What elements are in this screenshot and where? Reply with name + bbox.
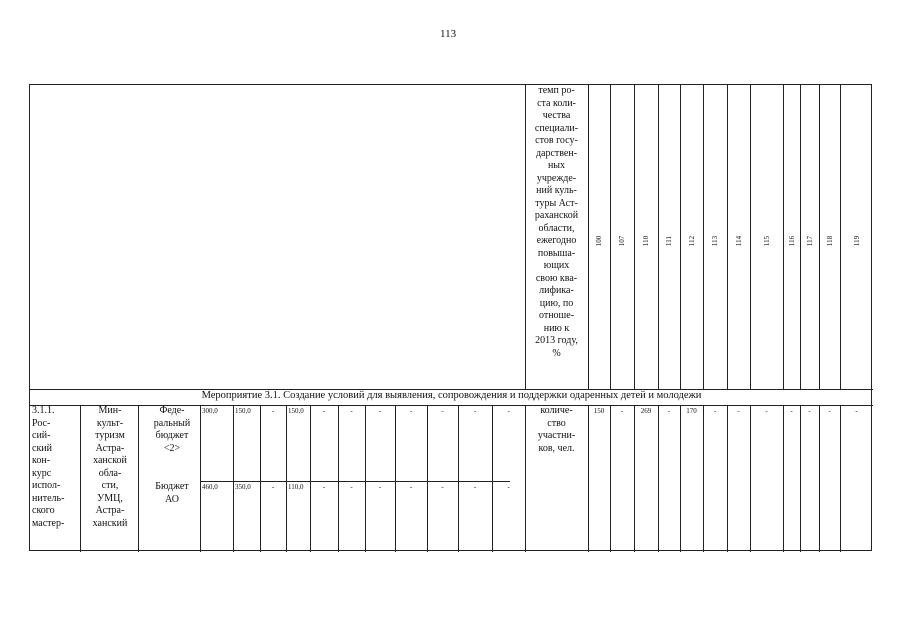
table-line xyxy=(610,85,611,389)
federal-budget-value: - xyxy=(322,407,326,415)
table-line xyxy=(588,405,589,552)
regional-budget-value: - xyxy=(473,483,477,491)
table-line xyxy=(750,405,751,552)
table-line xyxy=(610,405,611,552)
table-line xyxy=(800,85,801,389)
regional-budget-value: - xyxy=(322,483,326,491)
table-line xyxy=(800,405,801,552)
table-line xyxy=(30,389,873,390)
regional-budget-value: - xyxy=(409,483,413,491)
table-line xyxy=(395,405,396,552)
indicator-row-value: 269 xyxy=(640,407,652,415)
row-indicator: количе- ство участни- ков, чел. xyxy=(537,405,576,454)
table-line xyxy=(80,405,81,552)
page-number: 113 xyxy=(440,28,457,40)
indicator-value: 113 xyxy=(711,235,719,247)
table-line xyxy=(30,405,873,406)
indicator-value: 100 xyxy=(595,235,603,247)
row-executor: Мин- культ- туризм Астра- ханской обла- сти, УМЦ, Астра- ханский xyxy=(92,405,128,529)
table-line xyxy=(286,405,287,552)
regional-budget-value: - xyxy=(271,483,275,491)
indicator-value: 110 xyxy=(642,235,650,247)
indicator-row-value: - xyxy=(737,407,740,415)
table-line xyxy=(138,405,139,552)
regional-budget-value: - xyxy=(507,483,510,491)
row-source-regional: Бюджет АО xyxy=(155,481,189,505)
table-line xyxy=(634,85,635,389)
table-line xyxy=(200,481,510,482)
table-line xyxy=(458,405,459,552)
federal-budget-value: - xyxy=(473,407,477,415)
indicator-value: 116 xyxy=(787,235,796,247)
regional-budget-value: - xyxy=(350,483,353,491)
federal-budget-value: - xyxy=(441,407,444,415)
regional-budget-value: 110,0 xyxy=(288,483,304,491)
federal-budget-value: 150,0 xyxy=(235,407,251,415)
indicator-value: 107 xyxy=(618,235,626,247)
federal-budget-value: 300,0 xyxy=(202,407,218,415)
federal-budget-value: - xyxy=(271,407,275,415)
indicator-value: 117 xyxy=(805,235,814,247)
indicator-row-value: - xyxy=(713,407,717,415)
table-line xyxy=(783,85,784,389)
table-line xyxy=(310,405,311,552)
row-source-federal: Феде- ральный бюджет <2> xyxy=(153,405,191,454)
table-line xyxy=(658,405,659,552)
table-line xyxy=(634,405,635,552)
indicator-row-value: - xyxy=(828,407,831,415)
indicator-value: 119 xyxy=(852,235,861,247)
indicator-row-value: - xyxy=(808,407,811,415)
federal-budget-value: - xyxy=(378,407,382,415)
table-line xyxy=(588,85,589,389)
row-number: 3.1.1. Рос- сий- ский кон- курс испол- нитель- ского мастер- xyxy=(32,405,65,529)
regional-budget-value: - xyxy=(378,483,382,491)
indicator-value: 112 xyxy=(687,235,696,247)
table-line xyxy=(365,405,366,552)
regional-budget-value: 350,0 xyxy=(235,483,251,491)
indicator-value: 118 xyxy=(825,235,834,247)
table-line xyxy=(703,405,704,552)
table-line xyxy=(525,405,526,552)
table-line xyxy=(840,405,841,552)
table-line xyxy=(819,405,820,552)
table-line xyxy=(727,405,728,552)
table-line xyxy=(727,85,728,389)
table-line xyxy=(233,405,234,552)
table-line xyxy=(525,85,526,389)
indicator-row-value: - xyxy=(765,407,768,415)
indicator-value: 114 xyxy=(734,235,743,247)
indicator-row-value: - xyxy=(855,407,858,415)
table-line xyxy=(260,405,261,552)
table-line xyxy=(200,405,201,552)
table-line xyxy=(680,405,681,552)
table-line xyxy=(750,85,751,389)
indicator-row-value: 150 xyxy=(593,407,605,415)
indicator-description: темп ро- ста коли- чества специали- стов госу- дарствен- ных учрежде- ний куль- туры Аст- раханской области, ежегодно повыша- ющих свою ква- лифика- цию, по отноше- нию к 2013 году, % xyxy=(534,85,579,359)
federal-budget-value: - xyxy=(409,407,413,415)
indicator-value: 115 xyxy=(762,235,771,247)
table-line xyxy=(819,85,820,389)
table-line xyxy=(840,85,841,389)
indicator-row-value: - xyxy=(667,407,671,415)
program-table xyxy=(29,84,872,551)
federal-budget-value: - xyxy=(350,407,353,415)
federal-budget-value: - xyxy=(507,407,510,415)
table-line xyxy=(338,405,339,552)
federal-budget-value: 150,0 xyxy=(288,407,304,415)
table-line xyxy=(783,405,784,552)
regional-budget-value: - xyxy=(441,483,444,491)
table-line xyxy=(427,405,428,552)
regional-budget-value: 460,0 xyxy=(202,483,218,491)
table-line xyxy=(703,85,704,389)
table-line xyxy=(492,405,493,552)
section-title: Мероприятие 3.1. Создание условий для выявления, сопровождения и поддержки одаренных детей и молодежи xyxy=(201,390,702,401)
indicator-value: 111 xyxy=(665,236,673,246)
indicator-row-value: - xyxy=(790,407,793,415)
indicator-row-value: 170 xyxy=(686,407,697,415)
indicator-row-value: - xyxy=(620,407,624,415)
table-line xyxy=(658,85,659,389)
table-line xyxy=(680,85,681,389)
